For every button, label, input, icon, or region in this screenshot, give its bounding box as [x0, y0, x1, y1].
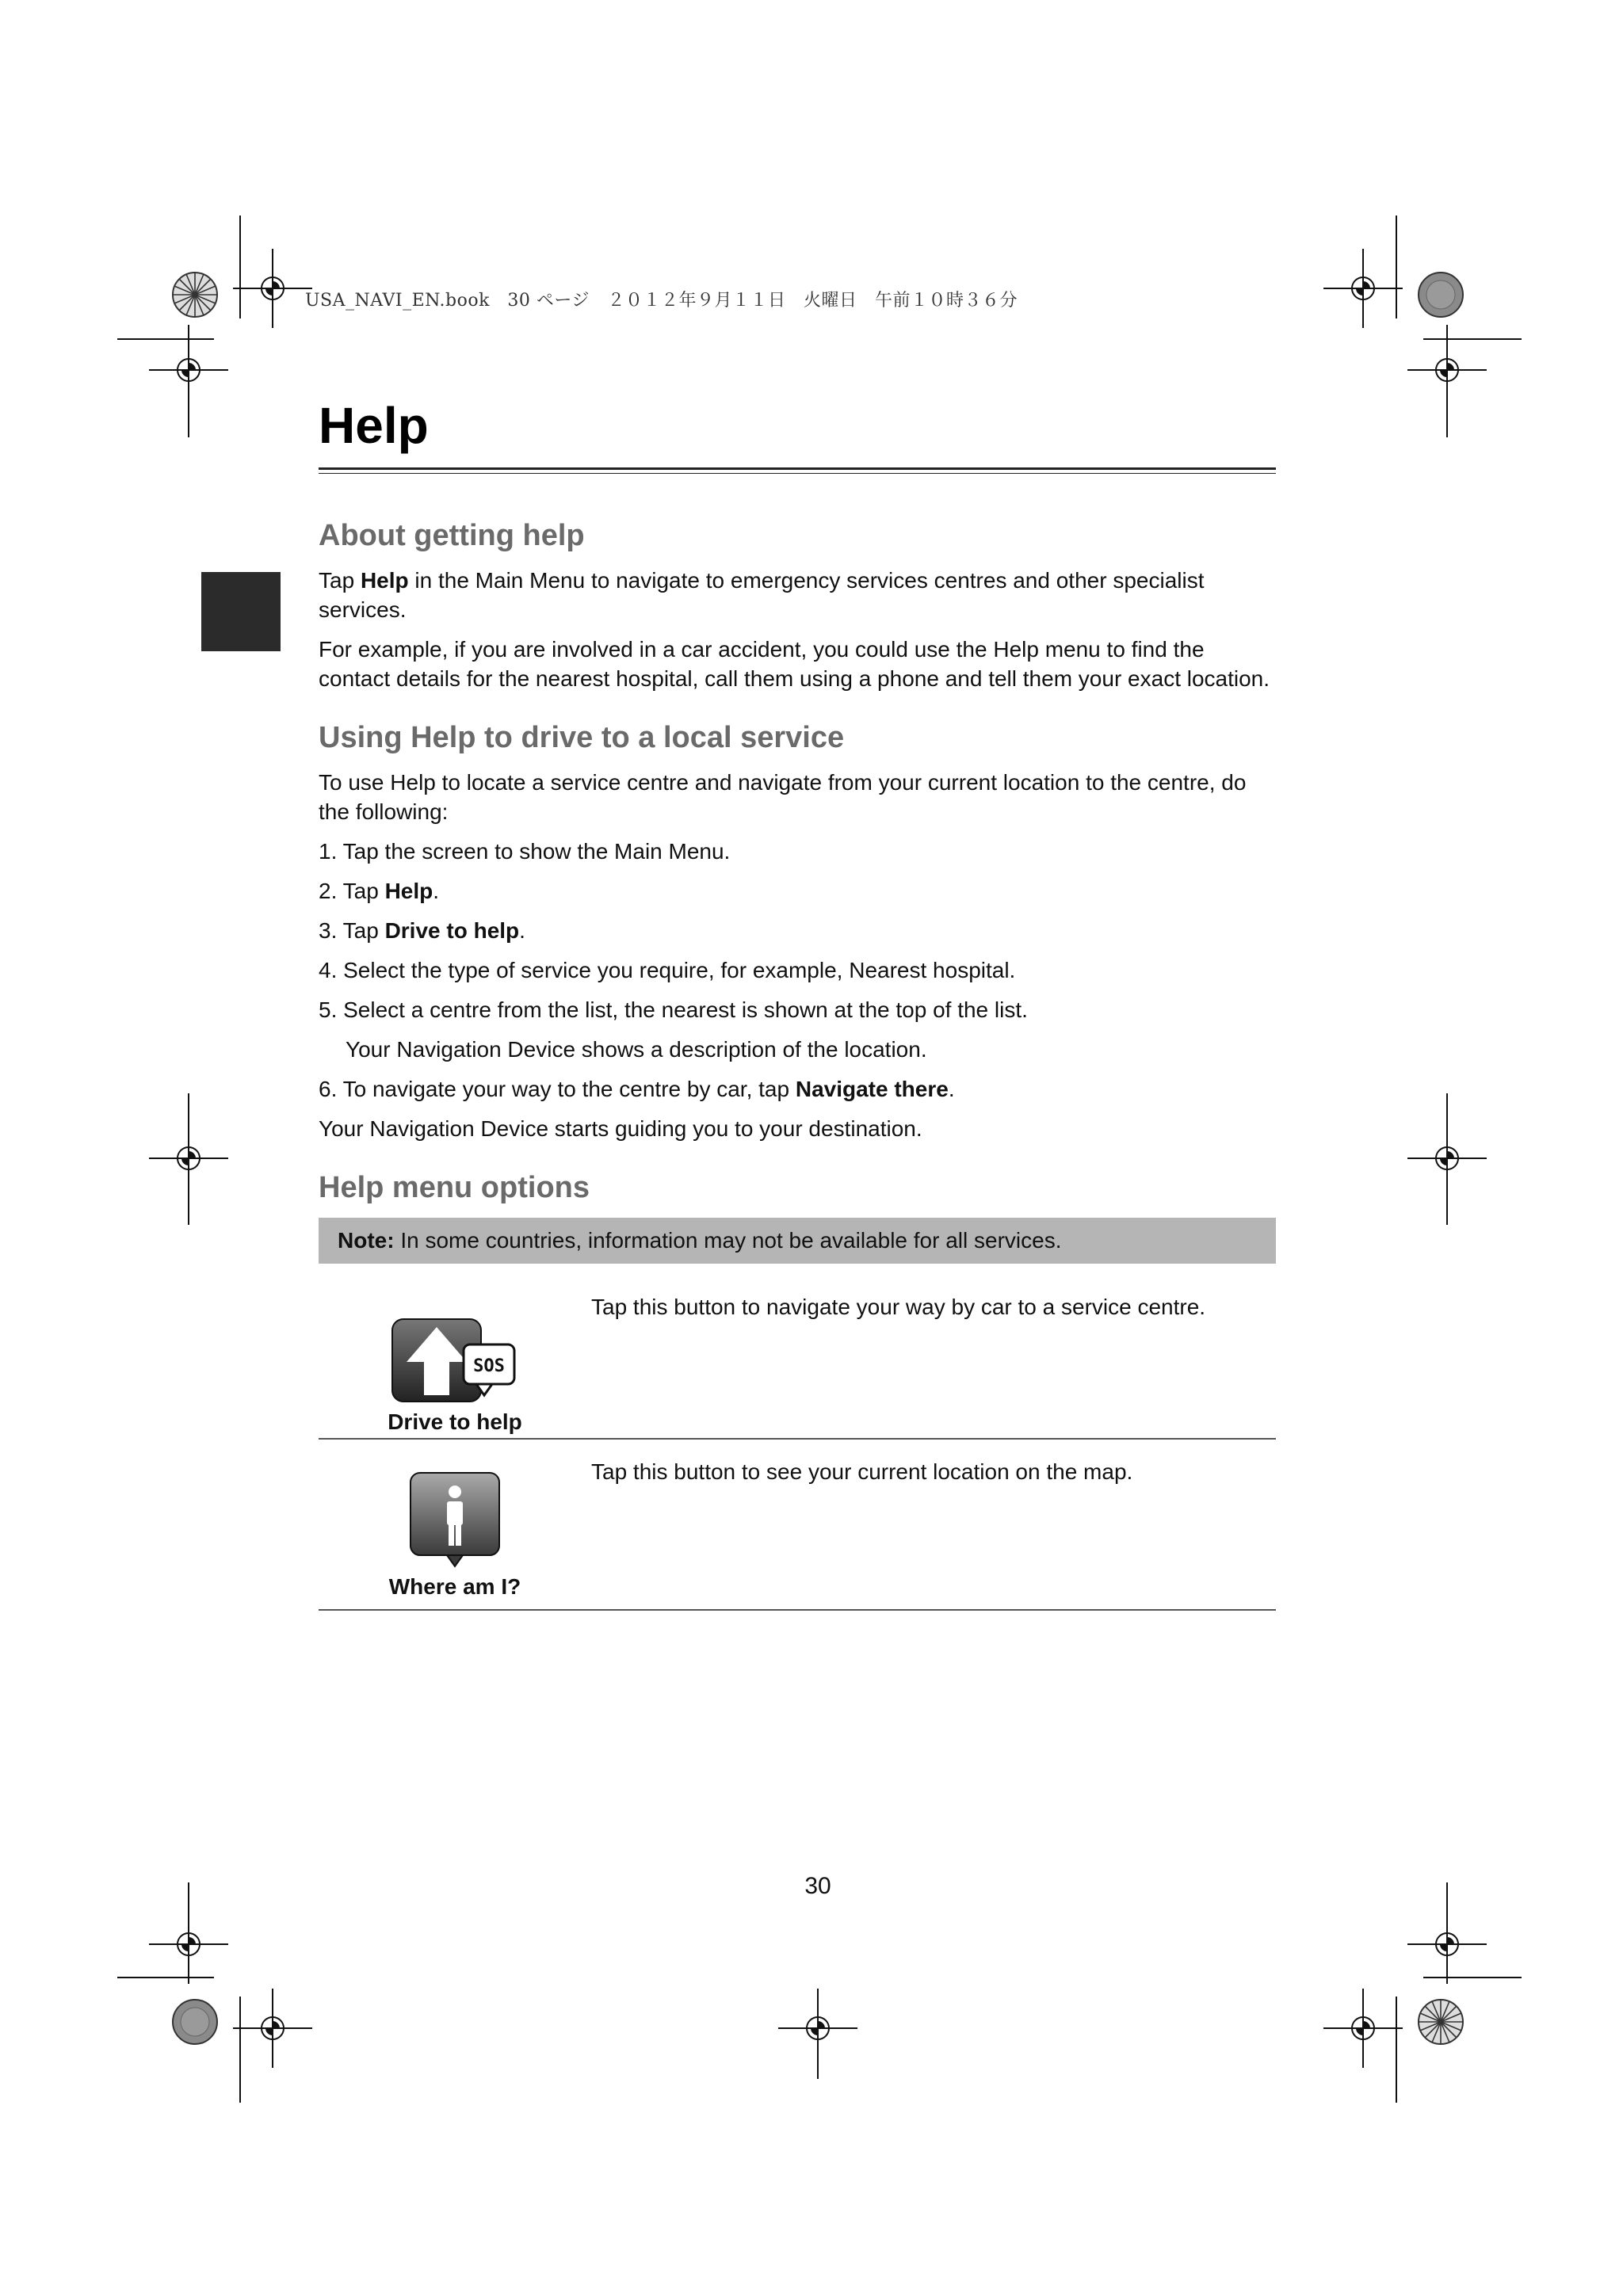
step-4: 4. Select the type of service you require, for example, Nearest hospital. — [319, 958, 1016, 982]
bold-term: Navigate there — [795, 1077, 949, 1101]
chapter-tab-marker — [201, 572, 281, 651]
text: . — [519, 918, 525, 943]
option-description-where-am-i: Tap this button to see your current location on the map. — [591, 1459, 1133, 1484]
using-outro: Your Navigation Device starts guiding you to your destination. — [319, 1116, 922, 1141]
about-paragraph-1 — [319, 566, 1276, 624]
section-heading-about: About getting help — [319, 519, 585, 552]
options-table — [319, 1275, 1276, 1611]
text: 3. Tap — [319, 918, 385, 943]
page-title: Help — [319, 397, 429, 454]
note-box — [319, 1218, 1276, 1264]
title-rule — [319, 467, 1276, 470]
step-5-note: Your Navigation Device shows a description of the location. — [346, 1037, 927, 1062]
step-2 — [319, 876, 1276, 906]
option-row-drive-to-help — [319, 1275, 1276, 1439]
step-3 — [319, 916, 1276, 945]
option-icon-cell — [319, 1439, 591, 1610]
where-am-i-button[interactable] — [319, 1440, 591, 1609]
option-description-drive-to-help: Tap this button to navigate your way by car to a service centre. — [591, 1295, 1206, 1319]
drive-to-help-icon — [388, 1316, 522, 1411]
section-heading-using: Using Help to drive to a local service — [319, 721, 845, 754]
bold-term-help: Help — [360, 568, 409, 593]
title-rule-thin — [319, 473, 1276, 474]
drive-to-help-button[interactable] — [319, 1275, 591, 1438]
option-label-where-am-i: Where am I? — [388, 1574, 521, 1599]
about-paragraph-2: For example, if you are involved in a car accident, you could use the Help menu to find the contact details for the nearest hospital, call them using a phone and tell them your exact location. — [319, 637, 1270, 691]
text: Tap — [319, 568, 361, 593]
using-intro: To use Help to locate a service centre and navigate from your current location to the centre, do the following: — [319, 770, 1247, 824]
page-content — [319, 519, 1276, 1611]
bold-term: Drive to help — [384, 918, 520, 943]
page-number: 30 — [804, 1873, 831, 1899]
spacer — [319, 704, 1276, 721]
option-label-drive-to-help: Drive to help — [388, 1409, 522, 1434]
spacer — [319, 1154, 1276, 1171]
text: 6. To navigate your way to the centre by car, tap — [319, 1077, 796, 1101]
steps-list — [319, 837, 1276, 1104]
text: 2. Tap — [319, 879, 385, 903]
note-label: Note: — [338, 1228, 395, 1253]
person-location-icon — [407, 1470, 502, 1568]
step-6 — [319, 1074, 1276, 1104]
step-1: 1. Tap the screen to show the Main Menu. — [319, 839, 731, 864]
option-row-where-am-i — [319, 1439, 1276, 1610]
note-text: In some countries, information may not be available for all services. — [394, 1228, 1062, 1253]
text: . — [948, 1077, 955, 1101]
sos-icon-text: SOS — [473, 1356, 505, 1376]
section-heading-options: Help menu options — [319, 1171, 590, 1204]
option-icon-cell — [319, 1275, 591, 1439]
bold-term: Help — [384, 879, 433, 903]
text: in the Main Menu to navigate to emergency services centres and other specialist services. — [319, 568, 1205, 622]
print-header: USA_NAVI_EN.book 30 ページ ２０１２年９月１１日 火曜日 午前１０時３６分 — [305, 291, 1018, 311]
text: . — [433, 879, 440, 903]
step-5: 5. Select a centre from the list, the nearest is shown at the top of the list. — [319, 997, 1028, 1022]
